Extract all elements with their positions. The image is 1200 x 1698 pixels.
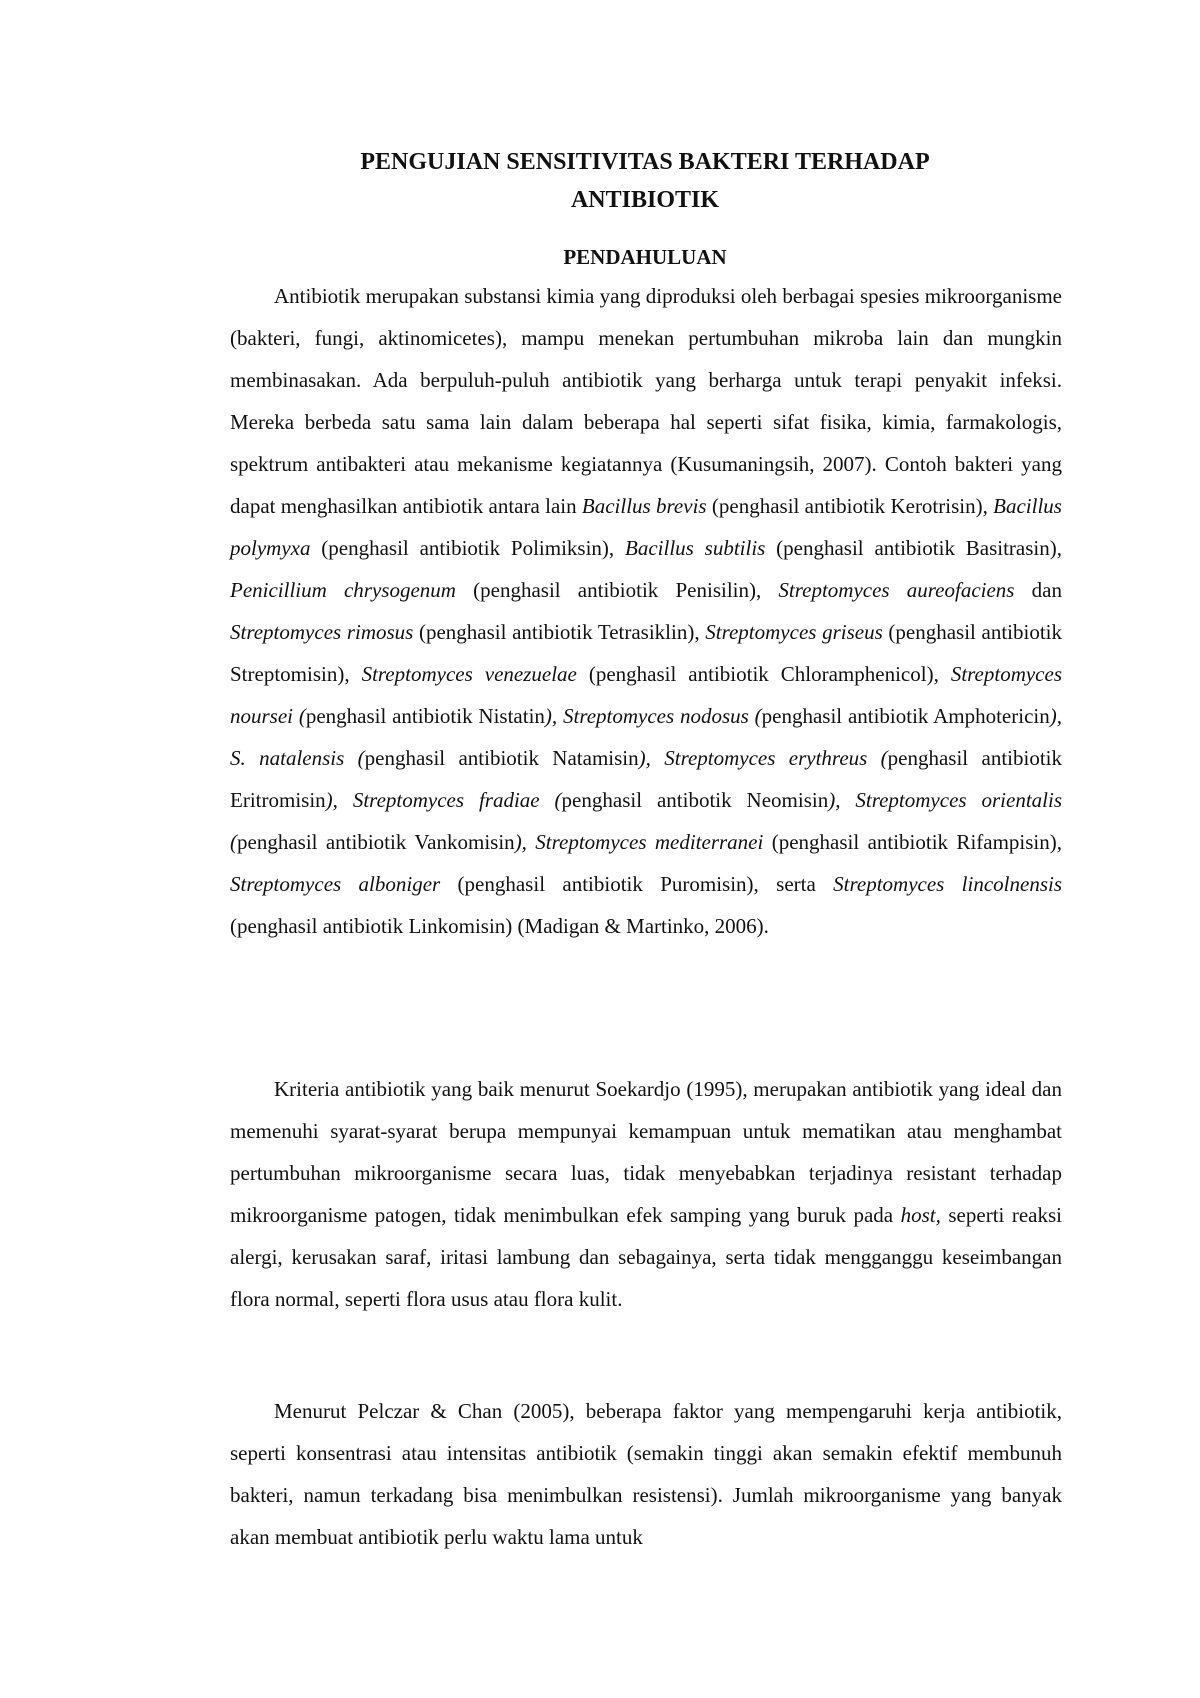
text-run: (penghasil antibiotik Streptomisin), [230, 620, 1062, 686]
text-run: (penghasil antibiotik Kerotrisin), [706, 494, 994, 518]
text-run: penghasil antibiotik Amphotericin [761, 704, 1050, 728]
text-run: (penghasil antibiotik Chloramphenicol), [576, 662, 951, 686]
text-run: (penghasil antibiotik Linkomisin) (Madigan & Martinko, 2006). [230, 914, 769, 938]
text-run: penghasil antibiotik Vankomisin [237, 830, 515, 854]
italic-term: ), Streptomyces mediterranei [514, 830, 764, 854]
italic-term: host, [900, 1203, 941, 1227]
paragraph-3 [230, 1390, 1062, 1558]
italic-term: Streptomyces lincolnensis [833, 872, 1062, 896]
italic-term: ), Streptomyces nodosus ( [544, 704, 762, 728]
italic-term: Streptomyces noursei ( [230, 662, 1062, 728]
italic-term: Streptomyces rimosus [230, 620, 414, 644]
text-run: (penghasil antibiotik Basitrasin), [765, 536, 1062, 560]
text-run: (penghasil antibiotik Puromisin), serta [440, 872, 834, 896]
italic-term: ), Streptomyces fradiae ( [325, 788, 562, 812]
text-run: Antibiotik merupakan substansi kimia yang diproduksi oleh berbagai spesies mikroorganisme (bakteri, fungi, aktinomicetes), mampu menekan pertumbuhan mikroba lain dan mungkin membinasakan. Ada berpuluh-puluh antibiotik yang berharga untuk terapi penyakit infeksi. Mereka berbeda satu sama lain dalam beberapa hal seperti sifat fisika, kimia, farmakologis, spektrum antibakteri atau mekanisme kegiatannya (Kusumaningsih, 2007). Contoh bakteri yang dapat menghasilkan antibiotik antara lain [230, 284, 1062, 518]
title-line-2: ANTIBIOTIK [570, 187, 720, 213]
paragraph-2 [230, 1068, 1062, 1320]
title-line-1: PENGUJIAN SENSITIVITAS BAKTERI TERHADAP [360, 149, 930, 175]
text-run: penghasil antibiotik Eritromisin [230, 746, 1062, 812]
italic-term: Penicillium chrysogenum [230, 578, 456, 602]
italic-term: Bacillus brevis [581, 494, 707, 518]
italic-term: ), Streptomyces orientalis ( [230, 788, 1063, 854]
text-run: (penghasil antibiotik Penisilin), [455, 578, 779, 602]
italic-term: Bacillus polymyxa [230, 494, 1062, 560]
text-run: (penghasil antibiotik Tetrasiklin), [413, 620, 706, 644]
text-run: dan [1014, 578, 1062, 602]
text-run: Menurut Pelczar & Chan (2005), beberapa faktor yang mempengaruhi kerja antibiotik, seperti konsentrasi atau intensitas antibiotik (semakin tinggi akan semakin efektif membunuh bakteri, namun terkadang bisa menimbulkan resistensi). Jumlah mikroorganisme yang banyak akan membuat antibiotik perlu waktu lama untuk [230, 1399, 1062, 1549]
text-run: (penghasil antibiotik Rifampisin), [763, 830, 1063, 854]
italic-term: Streptomyces venezuelae [361, 662, 577, 686]
italic-term: Streptomyces aureofaciens [778, 578, 1015, 602]
italic-term: Bacillus subtilis [625, 536, 766, 560]
text-run: penghasil antibotik Neomisin [561, 788, 829, 812]
italic-term: ), Streptomyces erythreus ( [638, 746, 888, 770]
text-run: (penghasil antibiotik Polimiksin), [310, 536, 625, 560]
section-heading: PENDAHULUAN [563, 245, 727, 269]
text-run: penghasil antibiotik Natamisin [364, 746, 639, 770]
paragraph-1 [230, 275, 1062, 947]
text-run: penghasil antibiotik Nistatin [305, 704, 545, 728]
document-title [230, 143, 1060, 219]
italic-term: ), S. natalensis ( [230, 704, 1062, 770]
italic-term: Streptomyces griseus [705, 620, 883, 644]
text-run: Kriteria antibiotik yang baik menurut Soekardjo (1995), merupakan antibiotik yang ideal dan memenuhi syarat-syarat berupa mempunyai kemampuan untuk mematikan atau menghambat pertumbuhan mikroorganisme secara luas, tidak menyebabkan terjadinya resistant terhadap mikroorganisme patogen, tidak menimbulkan efek samping yang buruk pada [230, 1077, 1062, 1227]
text-run: seperti reaksi alergi, kerusakan saraf, iritasi lambung dan sebagainya, serta tidak mengganggu keseimbangan flora normal, seperti flora usus atau flora kulit. [230, 1203, 1062, 1311]
italic-term: Streptomyces alboniger [230, 872, 441, 896]
